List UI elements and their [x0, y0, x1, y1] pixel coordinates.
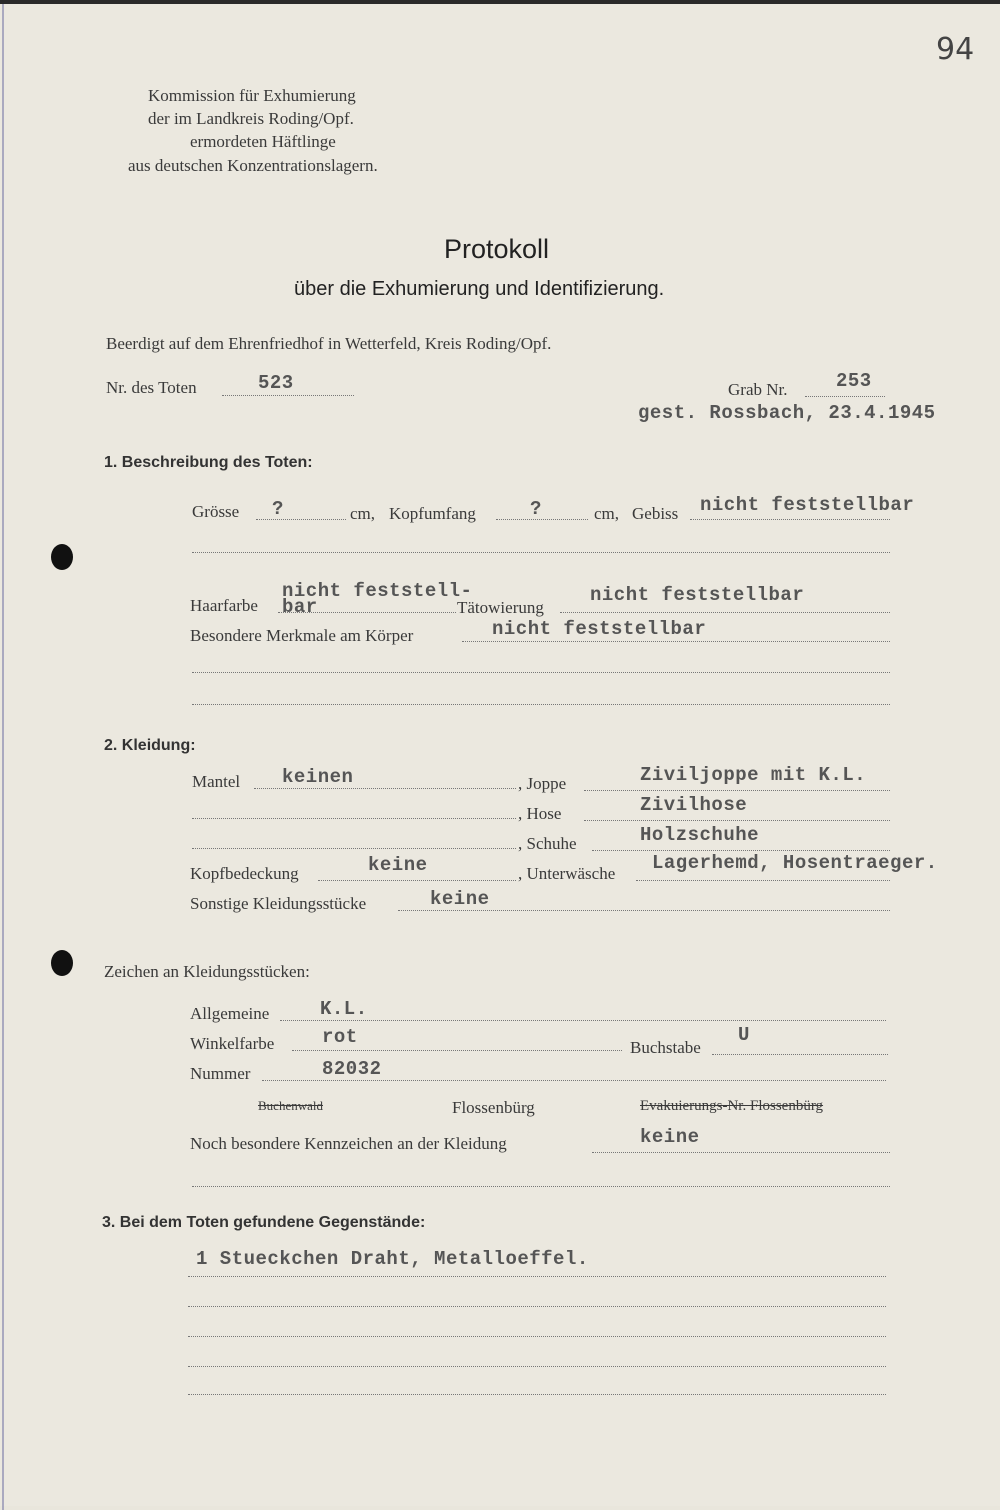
commission-line-2: der im Landkreis Roding/Opf. [148, 109, 354, 128]
commission-line-4: aus deutschen Konzentrationslagern. [128, 156, 378, 175]
head-circumference-label: Kopfumfang [389, 504, 476, 523]
marks-heading: Zeichen an Kleidungsstücken: [104, 962, 310, 981]
page-edge [2, 4, 4, 1510]
coat-value: keinen [282, 766, 354, 788]
burial-place: Beerdigt auf dem Ehrenfriedhof in Wetterfeld, Kreis Roding/Opf. [106, 334, 552, 353]
tattoo-value: nicht feststellbar [590, 584, 805, 606]
dead-number-label: Nr. des Toten [106, 378, 197, 397]
letter-label: Buchstabe [630, 1038, 701, 1057]
headwear-label: Kopfbedeckung [190, 864, 299, 883]
trousers-label: , Hose [518, 804, 562, 823]
grave-number-value: 253 [836, 370, 872, 392]
size-unit: cm, [350, 504, 376, 523]
shoes-label: , Schuhe [518, 834, 577, 853]
other-marks-label: Noch besondere Kennzeichen an der Kleidung [190, 1134, 507, 1153]
general-marks-value: K.L. [320, 998, 368, 1020]
document-subtitle: über die Exhumierung und Identifizierung. [294, 278, 665, 300]
death-place-date: gest. Rossbach, 23.4.1945 [638, 402, 936, 424]
size-value: ? [272, 498, 284, 520]
underwear-value: Lagerhemd, Hosentraeger. [652, 852, 938, 874]
triangle-color-value: rot [322, 1026, 358, 1048]
dead-number-value: 523 [258, 372, 294, 394]
trousers-value: Zivilhose [640, 794, 748, 816]
evacuation-number-struck: Evakuierungs-Nr. Flossenbürg [640, 1098, 824, 1114]
special-marks-label: Besondere Merkmale am Körper [190, 626, 414, 645]
number-label: Nummer [190, 1064, 251, 1083]
document-title: Protokoll [444, 234, 550, 264]
teeth-value: nicht feststellbar [700, 494, 915, 516]
headwear-value: keine [368, 854, 428, 876]
tattoo-label: Tätowierung [457, 598, 544, 617]
shoes-value: Holzschuhe [640, 824, 760, 846]
section-2-heading: 2. Kleidung: [104, 737, 196, 754]
other-marks-value: keine [640, 1126, 700, 1148]
commission-line-3: ermordeten Häftlinge [190, 132, 336, 151]
jacket-value: Ziviljoppe mit K.L. [640, 764, 867, 786]
section-1-heading: 1. Beschreibung des Toten: [104, 454, 313, 471]
number-value: 82032 [322, 1058, 382, 1080]
coat-label: Mantel [192, 772, 241, 791]
jacket-label: , Joppe [518, 774, 567, 793]
head-circumference-value: ? [530, 498, 542, 520]
general-marks-label: Allgemeine [190, 1004, 270, 1023]
other-clothing-label: Sonstige Kleidungsstücke [190, 894, 367, 913]
teeth-label: Gebiss [632, 504, 679, 523]
grave-number-label: Grab Nr. [728, 380, 788, 399]
found-items-value: 1 Stueckchen Draht, Metalloeffel. [196, 1248, 589, 1270]
size-label: Grösse [192, 502, 240, 521]
underwear-label: , Unterwäsche [518, 864, 616, 883]
flossenburg-label: Flossenbürg [452, 1098, 535, 1117]
hair-color-label: Haarfarbe [190, 596, 258, 615]
punch-hole-bottom [51, 950, 73, 976]
commission-line-1: Kommission für Exhumierung [148, 86, 356, 105]
head-circumference-unit: cm, [594, 504, 620, 523]
special-marks-value: nicht feststellbar [492, 618, 707, 640]
other-clothing-value: keine [430, 888, 490, 910]
hair-color-value-2: bar [282, 596, 318, 618]
hair-color-value-1: nicht feststell- [282, 580, 473, 602]
section-3-heading: 3. Bei dem Toten gefundene Gegenstände: [102, 1214, 426, 1231]
buchenwald-struck: Buchenwald [258, 1098, 323, 1113]
punch-hole-top [51, 544, 73, 570]
page-number: 94 [936, 32, 975, 67]
letter-value: U [738, 1024, 750, 1046]
triangle-color-label: Winkelfarbe [190, 1034, 275, 1053]
